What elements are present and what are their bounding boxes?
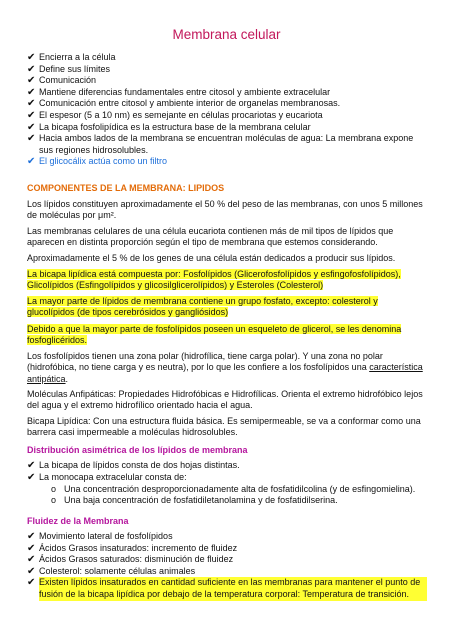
check-icon: ✔ xyxy=(27,554,36,566)
check-icon: ✔ xyxy=(27,75,36,87)
check-icon: ✔ xyxy=(27,542,36,554)
check-icon: ✔ xyxy=(27,577,36,589)
paragraph: Los lípidos constituyen aproximadamente el 50 % del peso de las membranas, con unos 5 millones de moléculas por μm². xyxy=(27,199,423,221)
list-item: ✔ Colesterol: solamente células animales xyxy=(27,565,196,577)
highlighted-paragraph: La mayor parte de lípidos de membrana contiene un grupo fosfato, excepto: colesterol y glucolípidos (de tipos cerebrósidos y gangliósidos) xyxy=(27,296,378,318)
list-item: ✔ La monocapa extracelular consta de: xyxy=(27,471,187,483)
check-icon: ✔ xyxy=(27,121,36,133)
check-icon: ✔ xyxy=(27,109,36,121)
list-item: ✔ Comunicación xyxy=(27,75,97,87)
check-icon: ✔ xyxy=(27,133,36,145)
check-icon: ✔ xyxy=(27,63,36,75)
list-item: ✔ Hacia ambos lados de la membrana se encuentran moléculas de agua: La membrana expone sus regiones hidrosolubles. xyxy=(27,133,414,155)
circle-bullet-icon: o xyxy=(51,495,57,505)
sub-list-item: o Una concentración desproporcionadamente alta de fosfatidilcolina (y de esfingomielina). xyxy=(51,484,416,494)
highlighted-paragraph: La bicapa lipídica está compuesta por: Fosfolípidos (Glicerofosfolípidos y esfingofosfolípidos), Glicolípidos (Esfingolípidos y glicosilglicerolípidos) y Esteroles (Colesterol) xyxy=(27,269,401,291)
paragraph: Bicapa Lipídica: Con una estructura fluida básica. Es semipermeable, se va a conformar como una barrera casi impermeable a moléculas hidrosolubles. xyxy=(27,416,421,438)
check-icon: ✔ xyxy=(27,98,36,110)
list-item-highlighted: ✔ Existen lípidos insaturados en cantidad suficiente en las membranas para mantener el punto de fusión de la bicapa lipídica por debajo de la temperatura corporal: Temperatura de transición. xyxy=(27,577,427,600)
list-item: ✔ La bicapa fosfolipídica es la estructura base de la membrana celular xyxy=(27,121,311,133)
section-heading-lipidos: COMPONENTES DE LA MEMBRANA: LIPIDOS xyxy=(27,183,225,193)
list-item: ✔ Define sus límites xyxy=(27,63,111,75)
paragraph: Las membranas celulares de una célula eucariota contienen más de mil tipos de lípidos que aparecen en distinta proporción según el tipo de membrana que estemos considerando. xyxy=(27,226,394,248)
circle-bullet-icon: o xyxy=(51,484,57,494)
section-heading-distribucion: Distribución asimétrica de los lípidos de membrana xyxy=(27,445,248,455)
list-item: ✔ Comunicación entre citosol y ambiente interior de organelas membranosas. xyxy=(27,98,341,110)
list-item: ✔ Ácidos Grasos insaturados: incremento de fluidez xyxy=(27,542,238,554)
list-item: ✔ Movimiento lateral de fosfolípidos xyxy=(27,531,173,542)
check-icon: ✔ xyxy=(27,156,36,168)
list-item: ✔ El espesor (5 a 10 nm) es semejante en células procariotas y eucariota xyxy=(27,109,323,121)
check-icon: ✔ xyxy=(27,565,36,577)
check-icon: ✔ xyxy=(27,460,36,471)
list-item: ✔ Mantiene diferencias fundamentales entre citosol y ambiente extracelular xyxy=(27,86,331,98)
fluidity-list xyxy=(27,531,427,601)
paragraph: Moléculas Anfipáticas: Propiedades Hidrofóbicas e Hidrofílicas. Orienta el extremo hidrofóbico lejos del agua y el extremo hidrofílico orientado hacia el agua. xyxy=(27,389,423,411)
highlighted-paragraph: Debido a que la mayor parte de fosfolípidos poseen un esqueleto de glicerol, se les denomina fosfoglicéridos. xyxy=(27,324,402,346)
list-item: ✔ Encierra a la célula xyxy=(27,52,116,63)
list-item: ✔ Ácidos Grasos saturados: disminución de fluidez xyxy=(27,554,234,566)
distribution-list xyxy=(27,460,427,483)
page-title: Membrana celular xyxy=(172,27,281,42)
list-item: ✔ El glicocálix actúa como un filtro xyxy=(27,156,168,168)
paragraph: Aproximadamente el 5 % de los genes de una célula están dedicados a producir sus lípidos. xyxy=(27,253,396,263)
intro-checklist xyxy=(27,52,427,168)
sub-list-item: o Una baja concentración de fosfatidiletanolamina y de fosfatidilserina. xyxy=(51,495,338,505)
check-icon: ✔ xyxy=(27,52,36,63)
section-heading-fluidez: Fluidez de la Membrana xyxy=(27,516,129,526)
check-icon: ✔ xyxy=(27,471,36,483)
paragraph: Los fosfolípidos tienen una zona polar (hidrofílica, tiene carga polar). Y una zona no polar (hidrofóbica, no tiene carga y es neutra), por lo que les confiere a los fosfolípidos una característica antipática. xyxy=(27,351,423,384)
check-icon: ✔ xyxy=(27,531,36,542)
check-icon: ✔ xyxy=(27,86,36,98)
list-item: ✔ La bicapa de lípidos consta de dos hojas distintas. xyxy=(27,460,240,471)
